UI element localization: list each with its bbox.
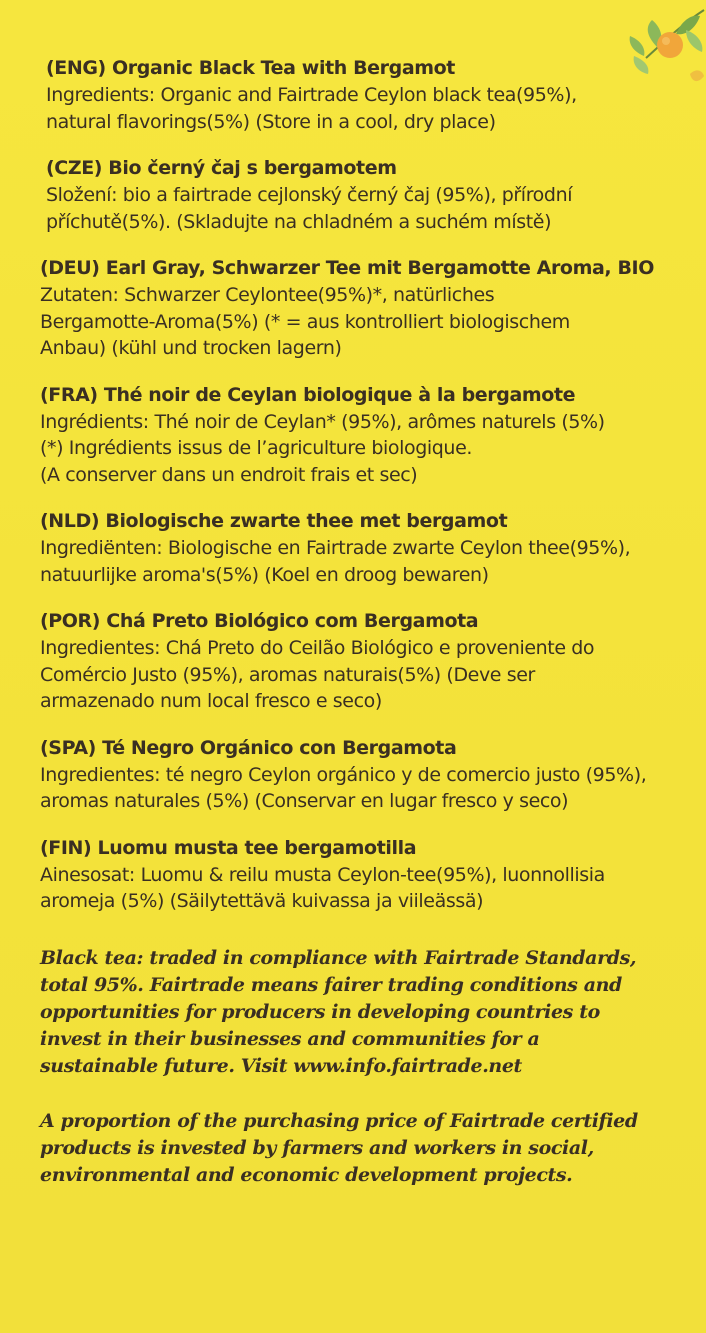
section-line: Ingrédients: Thé noir de Ceylan* (95%), arômes naturels (5%) bbox=[40, 410, 605, 433]
section-line: Ainesosat: Luomu & reilu musta Ceylon-tee(95%), luonnollisia bbox=[40, 863, 605, 886]
section-eng bbox=[46, 55, 680, 135]
section-line: (A conserver dans un endroit frais et sec) bbox=[40, 463, 418, 486]
section-heading: (CZE) Bio černý čaj s bergamotem bbox=[46, 157, 397, 179]
fairtrade-note bbox=[40, 945, 680, 1080]
section-line: natural flavorings(5%) (Store in a cool, dry place) bbox=[46, 110, 496, 133]
section-spa bbox=[40, 735, 680, 815]
note-line: products is invested by farmers and workers in social, bbox=[40, 1136, 594, 1159]
section-heading: (POR) Chá Preto Biológico com Bergamota bbox=[40, 610, 479, 632]
note-line: environmental and economic development projects. bbox=[40, 1163, 573, 1186]
section-line: Ingredientes: Chá Preto do Ceilão Biológico e proveniente do bbox=[40, 637, 595, 659]
section-heading: (DEU) Earl Gray, Schwarzer Tee mit Bergamotte Aroma, BIO bbox=[40, 257, 654, 279]
section-line: natuurlijke aroma's(5%) (Koel en droog bewaren) bbox=[40, 563, 489, 586]
section-heading: (ENG) Organic Black Tea with Bergamot bbox=[46, 57, 455, 79]
section-por bbox=[40, 608, 680, 715]
section-line: Ingredientes: té negro Ceylon orgánico y de comercio justo (95%), bbox=[40, 763, 647, 786]
section-fra bbox=[40, 382, 680, 489]
ingredients-content bbox=[40, 55, 680, 1189]
section-line: aromas naturales (5%) (Conservar en lugar fresco y seco) bbox=[40, 790, 569, 812]
section-line: Zutaten: Schwarzer Ceylontee(95%)*, natürliches bbox=[40, 284, 495, 306]
section-heading: (FIN) Luomu musta tee bergamotilla bbox=[40, 836, 417, 859]
section-line: Bergamotte-Aroma(5%) (* = aus kontrolliert biologischem bbox=[40, 310, 570, 333]
section-deu bbox=[40, 255, 680, 362]
section-line: Ingredients: Organic and Fairtrade Ceylon black tea(95%), bbox=[46, 84, 577, 106]
section-line: Složení: bio a fairtrade cejlonský černý čaj (95%), přírodní bbox=[46, 184, 573, 206]
section-cze bbox=[46, 155, 680, 235]
fairtrade-investment-note bbox=[40, 1108, 680, 1189]
section-heading: (SPA) Té Negro Orgánico con Bergamota bbox=[40, 736, 457, 759]
section-nld bbox=[40, 508, 680, 588]
section-line: armazenado num local fresco e seco) bbox=[40, 690, 382, 712]
note-line: sustainable future. Visit www.info.fairtrade.net bbox=[40, 1054, 522, 1077]
section-line: Anbau) (kühl und trocken lagern) bbox=[40, 337, 342, 359]
note-line: opportunities for producers in developing countries to bbox=[40, 1000, 600, 1023]
note-line: A proportion of the purchasing price of Fairtrade certified bbox=[40, 1109, 638, 1132]
section-line: Ingrediënten: Biologische en Fairtrade zwarte Ceylon thee(95%), bbox=[40, 537, 631, 559]
section-heading: (FRA) Thé noir de Ceylan biologique à la bergamote bbox=[40, 383, 576, 406]
section-fin bbox=[40, 835, 680, 915]
note-line: total 95%. Fairtrade means fairer trading conditions and bbox=[40, 973, 622, 996]
section-line: (*) Ingrédients issus de l’agriculture biologique. bbox=[40, 437, 472, 459]
section-heading: (NLD) Biologische zwarte thee met bergamot bbox=[40, 510, 508, 532]
note-line: invest in their businesses and communities for a bbox=[40, 1027, 540, 1050]
section-line: příchutě(5%). (Skladujte na chladném a suchém místě) bbox=[46, 210, 552, 233]
section-line: aromeja (5%) (Säilytettävä kuivassa ja viileässä) bbox=[40, 890, 484, 912]
section-line: Comércio Justo (95%), aromas naturais(5%) (Deve ser bbox=[40, 663, 535, 686]
note-line: Black tea: traded in compliance with Fairtrade Standards, bbox=[40, 946, 637, 969]
